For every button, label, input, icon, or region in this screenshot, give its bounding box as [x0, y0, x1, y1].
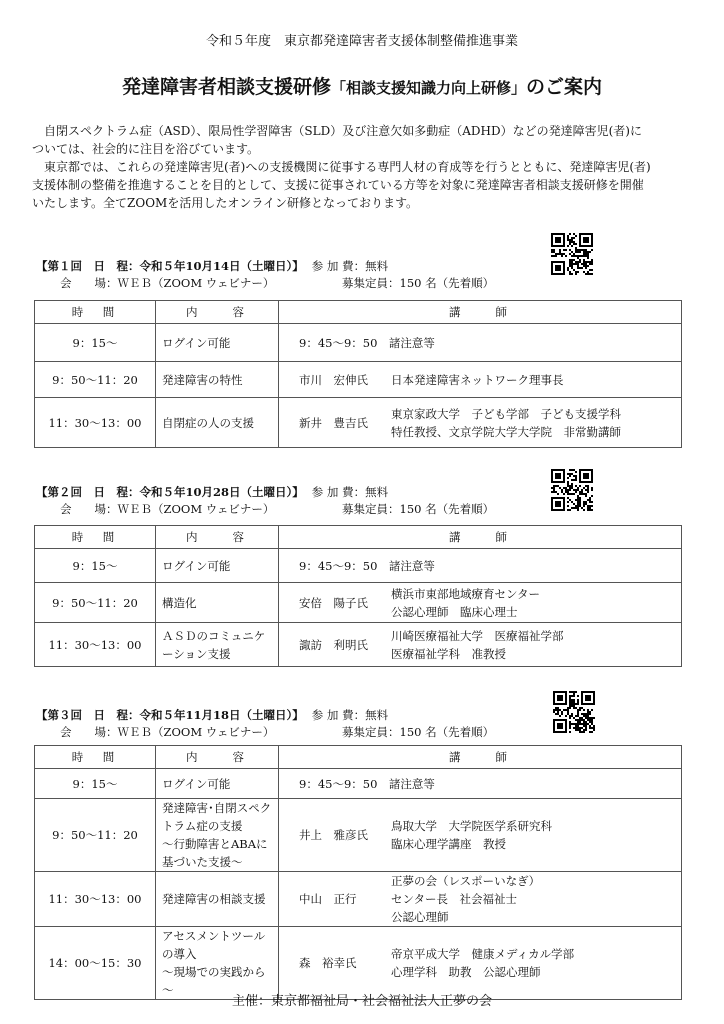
col-lecturer: 講 師 [279, 746, 682, 769]
lecturer-affiliation: 日本発達障害ネットワーク理事長 [391, 372, 564, 387]
row-time: 11：30～13：00 [35, 872, 156, 927]
row-content [156, 398, 279, 448]
lecturer-name: 安倍 陽子氏 [299, 595, 368, 610]
lecturer-name: 中山 正行 [299, 892, 357, 906]
lecturer-affiliation: 医療福祉学科 准教授 [391, 646, 506, 661]
table-header-row [35, 526, 682, 549]
table-row [35, 872, 682, 927]
title-end: のご案内 [526, 76, 603, 98]
row-content [156, 872, 279, 927]
row-time: 9：50～11：20 [35, 583, 156, 623]
row-time: 14：00～15：30 [35, 927, 156, 1000]
session-venue-row [60, 501, 494, 518]
lecturer-name: 9：45～9：50 諸注意等 [299, 335, 435, 350]
col-time: 時 間 [35, 746, 156, 769]
session-venue-row [60, 275, 494, 292]
table-row [35, 623, 682, 667]
row-lecturer [279, 927, 682, 1000]
session-fee: 参 加 費：無料 [311, 485, 389, 499]
session-header [36, 707, 388, 724]
session-header [36, 258, 388, 275]
table-row [35, 398, 682, 448]
table-header-row [35, 746, 682, 769]
content-line: アセスメントツールの導入 [162, 929, 266, 961]
content-line: 発達障害の特性 [162, 372, 243, 387]
session-capacity: 募集定員：150 名（先着順） [342, 502, 495, 516]
content-line: ログイン可能 [162, 335, 231, 350]
intro-line: いたします。全てZOOMを活用したオンライン研修となっております。 [32, 196, 419, 210]
lecturer-name: 9：45～9：50 諸注意等 [299, 776, 435, 791]
footer-organizer: 主催：東京都福祉局・社会福祉法人正夢の会 [231, 994, 492, 1009]
title-main: 発達障害者相談支援研修 [121, 76, 331, 98]
row-time: 11：30～13：00 [35, 623, 156, 667]
content-line: ～行動障害とABAに基づいた支援～ [162, 837, 268, 869]
table-row [35, 927, 682, 1000]
col-time: 時 間 [35, 301, 156, 324]
col-content: 内 容 [156, 746, 279, 769]
row-lecturer [279, 769, 682, 799]
session-venue: 会 場：ＷＥＢ（ZOOM ウェビナー） [60, 502, 275, 516]
row-content [156, 799, 279, 872]
qr-code-icon[interactable] [550, 232, 594, 276]
lecturer-affiliation: 横浜市東部地域療育センター [391, 586, 541, 601]
session-fee: 参 加 費：無料 [311, 259, 389, 273]
lecturer-name: 新井 豊吉氏 [299, 415, 368, 430]
row-content [156, 623, 279, 667]
row-time: 9：15～ [35, 769, 156, 799]
lecturer-name: 諏訪 利明氏 [299, 637, 368, 652]
session-venue: 会 場：ＷＥＢ（ZOOM ウェビナー） [60, 276, 275, 290]
lecturer-affiliation: 帝京平成大学 健康メディカル学部 [391, 947, 575, 961]
lecturer-affiliation: 鳥取大学 大学院医学系研究科 [391, 819, 552, 833]
qr-code-icon[interactable] [550, 468, 594, 512]
intro-paragraph [32, 122, 712, 212]
session-header [36, 484, 388, 501]
col-lecturer: 講 師 [279, 301, 682, 324]
row-lecturer [279, 398, 682, 448]
row-content [156, 324, 279, 362]
session-venue: 会 場：ＷＥＢ（ZOOM ウェビナー） [60, 725, 275, 739]
table-header-row [35, 301, 682, 324]
row-time: 11：30～13：00 [35, 398, 156, 448]
content-line: ログイン可能 [162, 558, 231, 573]
row-time: 9：15～ [35, 549, 156, 583]
intro-line: 支援体制の整備を推進することを目的として、支援に従事されている方等を対象に発達障害者相談支援研修を開催 [32, 178, 644, 192]
content-line: 発達障害の相談支援 [162, 892, 266, 906]
col-lecturer: 講 師 [279, 526, 682, 549]
content-line: ＡＳＤのコミュニケーション支援 [162, 628, 266, 661]
page-title [0, 72, 724, 99]
row-lecturer [279, 324, 682, 362]
lecturer-affiliation: 臨床心理学講座 教授 [391, 837, 506, 851]
table-row [35, 799, 682, 872]
title-sub: 「相談支援知識力向上研修」 [330, 79, 526, 97]
session-date: 【第３回 日 程：令和５年11月18日（土曜日）】 [36, 708, 304, 722]
schedule-table [34, 525, 682, 667]
table-row [35, 769, 682, 799]
lecturer-name: 市川 宏伸氏 [299, 372, 368, 387]
content-line: ～現場での実践から～ [162, 965, 266, 997]
row-content [156, 549, 279, 583]
col-content: 内 容 [156, 301, 279, 324]
content-line: 構造化 [162, 595, 197, 610]
qr-code-icon[interactable] [552, 690, 596, 734]
table-row [35, 583, 682, 623]
lecturer-affiliation: センター長 社会福祉士 [391, 892, 518, 906]
row-lecturer [279, 799, 682, 872]
content-line: 発達障害･自閉スペクトラム症の支援 [162, 801, 272, 833]
intro-line: ついては、社会的に注目を浴びています。 [32, 142, 260, 156]
schedule-table [34, 745, 682, 1000]
content-line: ログイン可能 [162, 776, 231, 791]
lecturer-affiliation: 公認心理師 [391, 910, 449, 924]
header-text: 令和５年度 東京都発達障害者支援体制整備推進事業 [205, 34, 518, 49]
lecturer-name: 井上 雅彦氏 [299, 828, 368, 842]
col-content: 内 容 [156, 526, 279, 549]
table-row [35, 549, 682, 583]
lecturer-affiliation: 東京家政大学 子ども学部 子ども支援学科 [391, 406, 621, 421]
row-content [156, 927, 279, 1000]
lecturer-name: 9：45～9：50 諸注意等 [299, 558, 435, 573]
row-content [156, 769, 279, 799]
row-time: 9：15～ [35, 324, 156, 362]
lecturer-affiliation: 公認心理師 臨床心理士 [391, 604, 518, 619]
row-lecturer [279, 872, 682, 927]
lecturer-name: 森 裕幸氏 [299, 956, 357, 970]
table-row [35, 362, 682, 398]
session-date: 【第１回 日 程：令和５年10月14日（土曜日）】 [36, 259, 304, 273]
session-date: 【第２回 日 程：令和５年10月28日（土曜日）】 [36, 485, 304, 499]
intro-line: 自閉スペクトラム症（ASD）、限局性学習障害（SLD）及び注意欠如多動症（ADHD）などの発達障害児(者)に [32, 124, 642, 138]
intro-line: 東京都では、これらの発達障害児(者)への支援機関に従事する専門人材の育成等を行うとともに、発達障害児(者) [32, 160, 651, 174]
row-content [156, 362, 279, 398]
lecturer-affiliation: 特任教授、文京学院大学大学院 非常勤講師 [391, 424, 621, 439]
table-row [35, 324, 682, 362]
lecturer-affiliation: 心理学科 助教 公認心理師 [391, 965, 541, 979]
session-capacity: 募集定員：150 名（先着順） [342, 276, 495, 290]
row-lecturer [279, 362, 682, 398]
session-capacity: 募集定員：150 名（先着順） [342, 725, 495, 739]
row-lecturer [279, 583, 682, 623]
row-lecturer [279, 549, 682, 583]
content-line: 自閉症の人の支援 [162, 415, 254, 430]
row-time: 9：50～11：20 [35, 799, 156, 872]
row-content [156, 583, 279, 623]
row-time: 9：50～11：20 [35, 362, 156, 398]
session-venue-row [60, 724, 494, 741]
session-fee: 参 加 費：無料 [311, 708, 389, 722]
col-time: 時 間 [35, 526, 156, 549]
row-lecturer [279, 623, 682, 667]
lecturer-affiliation: 川崎医療福祉大学 医療福祉学部 [391, 628, 564, 643]
lecturer-affiliation: 正夢の会（レスポーいなぎ） [391, 874, 541, 888]
schedule-table [34, 300, 682, 448]
